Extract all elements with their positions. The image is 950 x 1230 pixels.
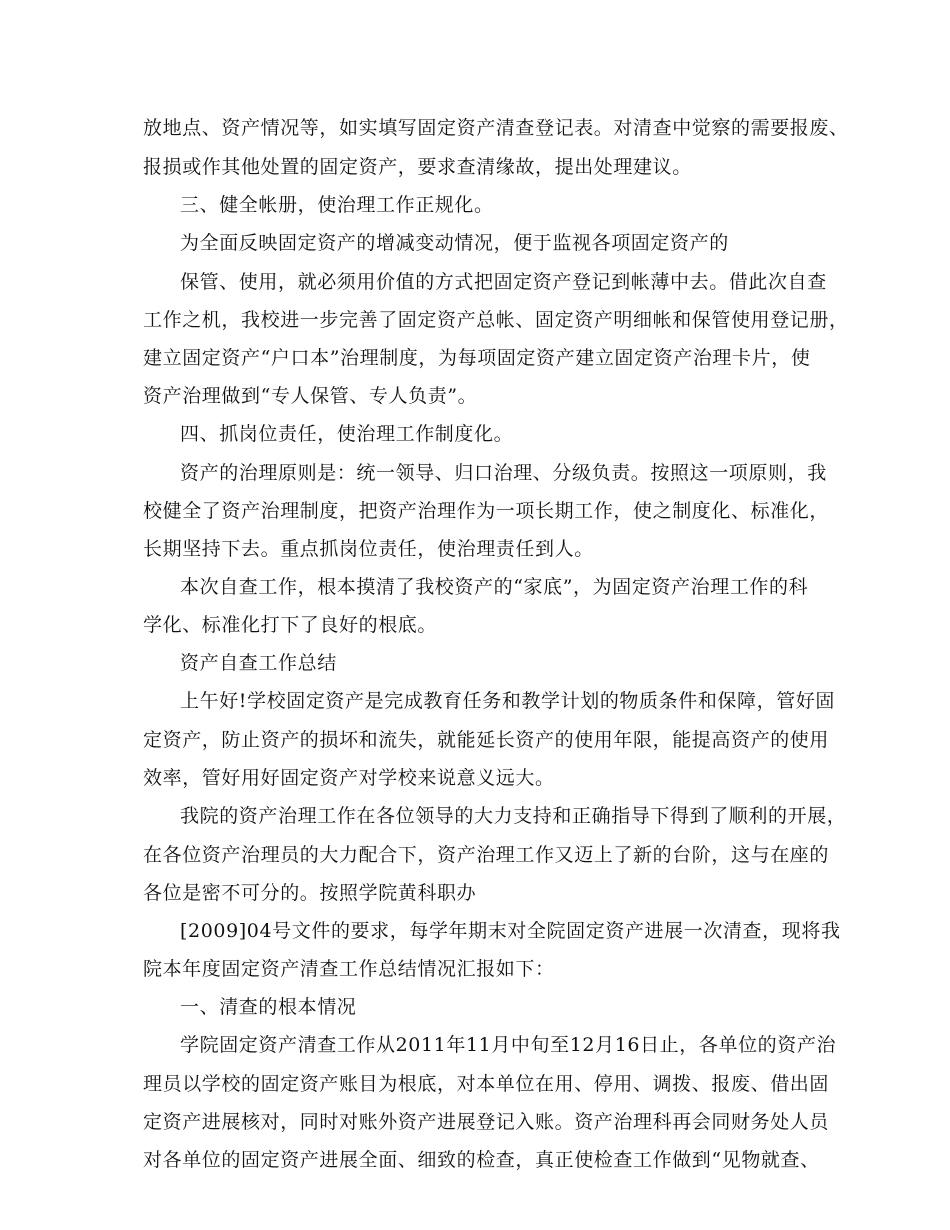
text-line: 在各位资产治理员的大力配合下，资产治理工作又迈上了新的台阶，这与在座的 bbox=[143, 844, 830, 866]
text-line: 本次自查工作，根本摸清了我校资产的“家底”，为固定资产治理工作的科 bbox=[180, 576, 809, 598]
text-line: 学院固定资产清查工作从2011年11月中旬至12月16日止，各单位的资产治 bbox=[180, 1034, 837, 1056]
section-heading: 一、清查的根本情况 bbox=[180, 996, 357, 1018]
text-line: 我院的资产治理工作在各位领导的大力支持和正确指导下得到了顺利的开展， bbox=[180, 805, 847, 827]
text-line: 上午好!学校固定资产是完成教育任务和教学计划的物质条件和保障，管好固 bbox=[180, 690, 836, 712]
text-line: 理员以学校的固定资产账目为根底，对本单位在用、停用、调拨、报废、借出固 bbox=[143, 1073, 830, 1095]
text-line: 资产的治理原则是：统一领导、归口治理、分级负责。按照这一项原则，我 bbox=[180, 462, 827, 484]
text-line: [2009]04号文件的要求，每学年期末对全院固定资产进展一次清查，现将我 bbox=[180, 920, 841, 942]
text-line: 各位是密不可分的。按照学院黄科职办 bbox=[143, 882, 477, 904]
text-line: 定资产，防止资产的损坏和流失，就能延长资产的使用年限，能提高资产的使用 bbox=[143, 729, 830, 751]
document-title: 资产自查工作总结 bbox=[180, 652, 337, 674]
text-line: 对各单位的固定资产进展全面、细致的检查，真正使检查工作做到“见物就查、 bbox=[143, 1149, 820, 1171]
text-line: 为全面反映固定资产的增减变动情况，便于监视各项固定资产的 bbox=[180, 232, 729, 254]
section-heading: 三、健全帐册，使治理工作正规化。 bbox=[180, 194, 494, 216]
text-line: 学化、标准化打下了良好的根底。 bbox=[143, 614, 438, 636]
text-line: 保管、使用，就必须用价值的方式把固定资产登记到帐薄中去。借此次自查 bbox=[180, 271, 827, 293]
text-line: 报损或作其他处置的固定资产，要求查清缘故，提出处理建议。 bbox=[143, 156, 692, 178]
text-line: 长期坚持下去。重点抓岗位责任，使治理责任到人。 bbox=[143, 538, 594, 560]
text-line: 工作之机，我校进一步完善了固定资产总帐、固定资产明细帐和保管使用登记册， bbox=[143, 309, 849, 331]
text-line: 效率，管好用好固定资产对学校来说意义远大。 bbox=[143, 767, 555, 789]
section-heading: 四、抓岗位责任，使治理工作制度化。 bbox=[180, 423, 514, 445]
text-line: 院本年度固定资产清查工作总结情况汇报如下： bbox=[143, 958, 555, 980]
text-line: 建立固定资产“户口本”治理制度，为每项固定资产建立固定资产治理卡片，使 bbox=[143, 347, 811, 369]
text-line: 放地点、资产情况等，如实填写固定资产清查登记表。对清查中觉察的需要报废、 bbox=[143, 117, 849, 139]
text-line: 资产治理做到“专人保管、专人负责”。 bbox=[143, 385, 478, 407]
text-line: 校健全了资产治理制度，把资产治理作为一项长期工作，使之制度化、标准化， bbox=[143, 500, 830, 522]
text-line: 定资产进展核对，同时对账外资产进展登记入账。资产治理科再会同财务处人员 bbox=[143, 1111, 830, 1133]
